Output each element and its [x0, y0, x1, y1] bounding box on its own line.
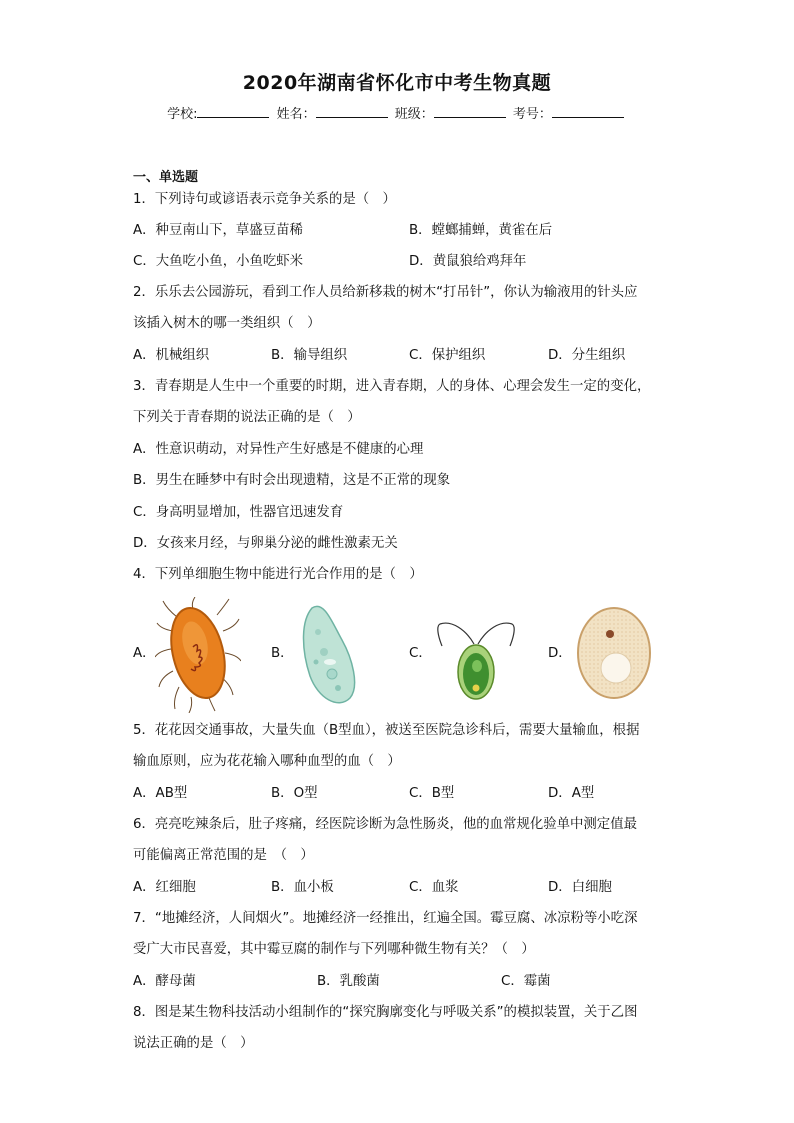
name-label: 姓名：: [276, 107, 316, 122]
q7-option-b[interactable]: B．乳酸菌: [317, 974, 380, 989]
q5-option-d[interactable]: D．A型: [548, 786, 595, 801]
q3-option-c[interactable]: C．身高明显增加，性器官迅速发育: [133, 505, 344, 520]
chlamydomonas-image: [436, 606, 516, 702]
q1-option-a[interactable]: A．种豆南山下，草盛豆苗稀: [133, 223, 303, 238]
school-label: 学校:: [167, 107, 198, 122]
q4-option-d[interactable]: D．: [548, 646, 572, 661]
question-2-stem-line-2: 该插入树木的哪一类组织（ ）: [133, 316, 321, 331]
page-title: 2020年湖南省怀化市中考生物真题: [242, 72, 552, 94]
q6-option-d[interactable]: D．白细胞: [548, 880, 612, 895]
q5-option-a[interactable]: A．AB型: [133, 786, 188, 801]
q4-option-c[interactable]: C．: [409, 646, 432, 661]
q6-option-a[interactable]: A．红细胞: [133, 880, 196, 895]
q5-option-c[interactable]: C．B型: [409, 786, 455, 801]
question-5-stem-line-2: 输血原则，应为花花输入哪种血型的血（ ）: [133, 754, 401, 769]
question-5-stem-line-1: 5．花花因交通事故，大量失血（B型血），被送至医院急诊科后，需要大量输血，根据: [133, 723, 640, 738]
question-6-stem-line-1: 6．亮亮吃辣条后，肚子疼痛，经医院诊断为急性肠炎，他的血常规化验单中测定值最: [133, 817, 637, 832]
question-3-stem-line-2: 下列关于青春期的说法正确的是（ ）: [133, 410, 361, 425]
section-title: 一、单选题: [133, 170, 199, 185]
school-blank[interactable]: [197, 105, 269, 118]
question-4-stem: 4．下列单细胞生物中能进行光合作用的是（ ）: [133, 567, 423, 582]
bacterium-image: [155, 597, 241, 713]
q3-option-b[interactable]: B．男生在睡梦中有时会出现遗精，这是不正常的现象: [133, 473, 451, 488]
yeast-image: [576, 606, 652, 700]
question-3-stem-line-1: 3．青春期是人生中一个重要的时期，进入青春期，人的身体、心理会发生一定的变化，: [133, 379, 651, 394]
q3-option-d[interactable]: D．女孩来月经，与卵巢分泌的雌性激素无关: [133, 536, 398, 551]
class-label: 班级：: [394, 107, 434, 122]
q2-option-b[interactable]: B．输导组织: [271, 348, 348, 363]
question-1-stem: 1．下列诗句或谚语表示竞争关系的是（ ）: [133, 192, 396, 207]
question-8-stem-line-2: 说法正确的是（ ）: [133, 1036, 254, 1051]
q3-option-a[interactable]: A．性意识萌动，对异性产生好感是不健康的心理: [133, 442, 424, 457]
question-6-stem-line-2: 可能偏离正常范围的是 （ ）: [133, 848, 314, 863]
q1-option-c[interactable]: C．大鱼吃小鱼，小鱼吃虾米: [133, 254, 304, 269]
id-label: 考号：: [512, 107, 552, 122]
q6-option-b[interactable]: B．血小板: [271, 880, 334, 895]
paramecium-image: [294, 602, 360, 710]
q2-option-d[interactable]: D．分生组织: [548, 348, 626, 363]
q6-option-c[interactable]: C．血浆: [409, 880, 459, 895]
class-blank[interactable]: [434, 105, 506, 118]
q4-option-b[interactable]: B．: [271, 646, 294, 661]
id-blank[interactable]: [552, 105, 624, 118]
q7-option-c[interactable]: C．霉菌: [501, 974, 551, 989]
question-8-stem-line-1: 8．图是某生物科技活动小组制作的“探究胸廓变化与呼吸关系”的模拟装置，关于乙图: [133, 1005, 638, 1020]
name-blank[interactable]: [316, 105, 388, 118]
q7-option-a[interactable]: A．酵母菌: [133, 974, 196, 989]
q2-option-a[interactable]: A．机械组织: [133, 348, 210, 363]
q2-option-c[interactable]: C．保护组织: [409, 348, 486, 363]
question-7-stem-line-1: 7．“地摊经济，人间烟火”。地摊经济一经推出，红遍全国。霉豆腐、冰凉粉等小吃深: [133, 911, 638, 926]
q1-option-d[interactable]: D．黄鼠狼给鸡拜年: [409, 254, 527, 269]
q5-option-b[interactable]: B．O型: [271, 786, 318, 801]
q4-option-a[interactable]: A．: [133, 646, 156, 661]
question-2-stem-line-1: 2．乐乐去公园游玩，看到工作人员给新移栽的树木“打吊针”，你认为输液用的针头应: [133, 285, 638, 300]
question-7-stem-line-2: 受广大市民喜爱，其中霉豆腐的制作与下列哪种微生物有关？（ ）: [133, 942, 535, 957]
student-info-line: [0, 103, 794, 122]
q1-option-b[interactable]: B．螳螂捕蝉，黄雀在后: [409, 223, 553, 238]
